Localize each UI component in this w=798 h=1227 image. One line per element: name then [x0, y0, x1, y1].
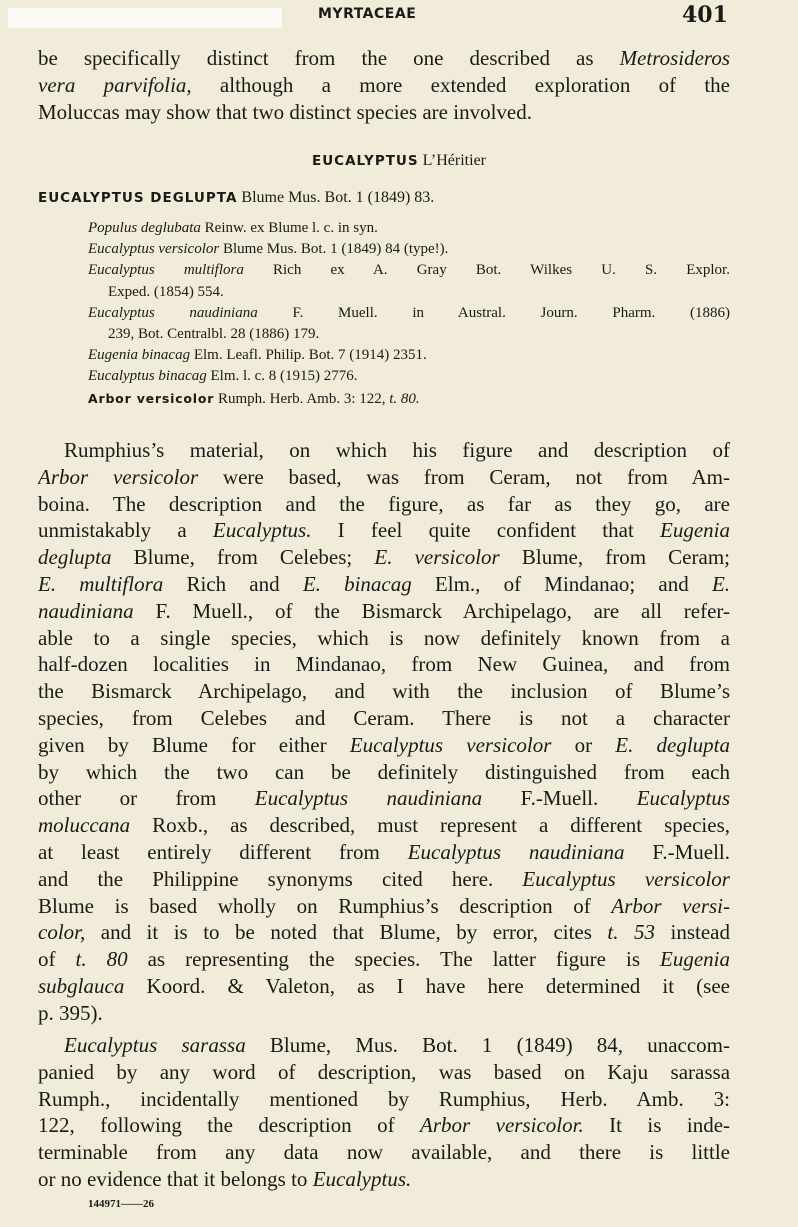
italic-text: naudiniana	[38, 598, 134, 623]
text-run: 122, following the description of	[38, 1113, 421, 1138]
text-run: Rich ex A. Gray Bot. Wilkes U. S. Explor.	[243, 262, 730, 279]
text-run: species, from Celebes and Ceram. There is not a character	[38, 705, 730, 730]
italic-text: E. versicolor	[374, 545, 500, 570]
text-line	[38, 651, 730, 678]
text-run: Elm. Leafl. Philip. Bot. 7 (1914) 2351.	[190, 347, 427, 364]
text-run: Blume Mus. Bot. 1 (1849) 84 (type!).	[219, 241, 449, 258]
text-run: Kaju sarassa	[607, 1059, 730, 1084]
genus-name: EUCALYPTUS	[312, 153, 419, 169]
italic-text: t. 80	[75, 947, 128, 972]
italic-text: Eucalyptus versicolor	[88, 241, 220, 258]
running-head	[0, 2, 798, 30]
text-line	[38, 1000, 730, 1027]
synonym-line	[88, 303, 730, 324]
text-run: half-dozen localities in Mindanao, from New Guinea, and from	[38, 652, 730, 677]
italic-text: Eucalyptus naudiniana	[407, 839, 625, 864]
text-run: Reinw. ex Blume l. c. in syn.	[200, 220, 378, 236]
italic-text: Eugenia	[660, 947, 730, 972]
text-run: other or from	[38, 786, 255, 811]
italic-text: E. deglupta	[615, 732, 730, 757]
synonym-line	[88, 218, 730, 239]
text-run: F. Muell., of the Bismarck Archipelago, are all refer-	[133, 598, 730, 623]
italic-text: E. multiflora	[38, 571, 164, 596]
text-run: 239, Bot. Centralbl. 28 (1886) 179.	[108, 326, 320, 343]
text-run: or	[551, 732, 616, 757]
text-line	[38, 812, 730, 839]
text-run: able to a single species, which is now definitely known from a	[38, 625, 730, 650]
text-line	[38, 678, 730, 705]
text-run: F.-Muell.	[482, 786, 637, 811]
italic-text: t. 53	[607, 920, 656, 945]
sarassa-paragraph	[38, 1032, 730, 1193]
discussion-paragraph	[38, 437, 730, 1027]
text-run: panied by any word of description, was based on	[38, 1059, 608, 1084]
text-run: I feel quite confident that	[311, 518, 661, 543]
italic-text: Eucalyptus versicolor	[522, 866, 730, 891]
text-line	[38, 919, 730, 946]
italic-text: Arbor versicolor	[38, 464, 199, 489]
text-line	[38, 571, 730, 598]
synonym-line	[88, 260, 730, 281]
text-line	[38, 517, 730, 544]
text-line	[38, 1166, 730, 1193]
italic-text: moluccana	[38, 813, 131, 838]
italic-text: Metrosideros	[619, 46, 730, 70]
text-line	[38, 437, 730, 464]
text-line	[38, 866, 730, 893]
text-line	[38, 72, 730, 99]
italic-text: Eucalyptus binacag	[88, 368, 207, 385]
genus-heading	[0, 150, 798, 170]
text-run: and the Philippine synonyms cited here.	[38, 866, 523, 891]
text-run: by which the two can be definitely distinguished from each	[38, 759, 730, 784]
text-line	[38, 893, 730, 920]
synonym-line	[88, 388, 730, 410]
text-run: Blume, from Ceram;	[499, 545, 730, 570]
italic-text: color,	[38, 920, 86, 945]
text-run: although a more extended exploration of the	[191, 72, 730, 97]
species-name: EUCALYPTUS DEGLUPTA	[38, 190, 238, 206]
text-line	[38, 99, 730, 126]
italic-text: Eugenia	[660, 518, 730, 543]
italic-text: Eucalyptus naudiniana	[88, 304, 258, 321]
text-run: F.-Muell.	[624, 839, 730, 864]
text-line	[38, 1086, 730, 1113]
text-line	[38, 1059, 730, 1086]
italic-text: Eucalyptus sarassa	[64, 1033, 246, 1057]
text-run: p. 395).	[38, 1000, 103, 1025]
text-run: as representing the species. The latter figure is	[127, 947, 661, 972]
synonym-line	[88, 345, 730, 366]
text-run: of	[38, 947, 76, 972]
text-run: Moluccas may show that two distinct species are involved.	[38, 99, 532, 124]
italic-text: Eucalyptus.	[312, 1166, 412, 1191]
text-run: Roxb., as described, must represent a different species,	[130, 813, 730, 838]
synonym-line	[88, 239, 730, 260]
text-line	[38, 839, 730, 866]
italic-text: vera parvifolia,	[38, 72, 192, 97]
text-run: Arbor versicolor	[88, 390, 215, 406]
italic-text: Eucalyptus.	[212, 518, 312, 543]
text-run: Rumphius’s material, on which his figure and description of	[64, 438, 730, 462]
italic-text: Populus deglubata	[88, 220, 201, 236]
italic-text: deglupta	[38, 545, 112, 570]
italic-text: t. 80.	[389, 390, 420, 407]
text-line	[38, 491, 730, 518]
synonym-line	[88, 324, 730, 345]
species-heading	[38, 189, 738, 207]
text-line	[38, 1032, 730, 1059]
text-line	[38, 1139, 730, 1166]
text-run: unmistakably a	[38, 518, 213, 543]
italic-text: E.	[711, 571, 730, 596]
text-run: It is inde-	[583, 1113, 730, 1138]
text-run: Exped. (1854) 554.	[108, 283, 224, 300]
species-citation: Blume Mus. Bot. 1 (1849) 83.	[237, 189, 435, 206]
italic-text: Eugenia binacag	[88, 347, 191, 364]
text-run: Rich and	[163, 571, 303, 596]
text-run: be specifically distinct from the one described as	[38, 46, 620, 70]
text-line	[38, 759, 730, 786]
text-run: instead	[655, 920, 730, 945]
text-line	[38, 705, 730, 732]
text-run: Koord. & Valeton, as I have here determined it (see	[124, 973, 730, 998]
text-line	[38, 973, 730, 1000]
synonymy-list	[88, 218, 730, 410]
text-run: Blume, Mus. Bot. 1 (1849) 84, unaccom-	[245, 1033, 730, 1057]
genus-author: L’Héritier	[418, 152, 486, 169]
text-line	[38, 732, 730, 759]
text-run: were based, was from Ceram, not from Am-	[198, 464, 730, 489]
synonym-line	[88, 282, 730, 303]
text-line	[38, 946, 730, 973]
page-number: 401	[682, 2, 728, 28]
text-line	[38, 464, 730, 491]
text-line	[38, 45, 730, 72]
text-run: Elm. l. c. 8 (1915) 2776.	[206, 368, 358, 385]
text-run: Rumph., incidentally mentioned by Rumphius, Herb. Amb. 3:	[38, 1086, 730, 1111]
text-line	[38, 598, 730, 625]
text-run: or no evidence that it belongs to	[38, 1166, 313, 1191]
text-line	[38, 625, 730, 652]
text-run: Blume, from Celebes;	[111, 545, 375, 570]
text-run: terminable from any data now available, and there is little	[38, 1140, 730, 1165]
italic-text: Eucalyptus naudiniana	[254, 786, 483, 811]
printer-signature: 144971——26	[88, 1198, 154, 1210]
text-run: boina. The description and the figure, as far as they go, are	[38, 491, 730, 516]
text-line	[38, 785, 730, 812]
text-run: given by Blume for either	[38, 732, 350, 757]
text-run: Elm., of Mindanao; and	[411, 571, 712, 596]
text-line	[38, 1112, 730, 1139]
italic-text: Eucalyptus	[636, 786, 730, 811]
italic-text: Eucalyptus multiflora	[88, 262, 244, 279]
text-run: Blume is based wholly on Rumphius’s description of	[38, 893, 612, 918]
italic-text: subglauca	[38, 973, 125, 998]
italic-text: Eucalyptus versicolor	[349, 732, 552, 757]
text-line	[38, 544, 730, 571]
intro-paragraph	[38, 45, 730, 125]
running-title: MYRTACEAE	[318, 6, 417, 22]
italic-text: E. binacag	[302, 571, 412, 596]
text-run: the Bismarck Archipelago, and with the inclusion of Blume’s	[38, 679, 730, 704]
text-run: at least entirely different from	[38, 839, 408, 864]
text-run: F. Muell. in Austral. Journ. Pharm. (1886)	[257, 304, 730, 321]
italic-text: Arbor versi-	[611, 893, 730, 918]
italic-text: Arbor versicolor.	[420, 1113, 584, 1138]
text-run: and it is to be noted that Blume, by error, cites	[85, 920, 608, 945]
synonym-line	[88, 366, 730, 387]
text-run: Rumph. Herb. Amb. 3: 122,	[214, 390, 390, 407]
